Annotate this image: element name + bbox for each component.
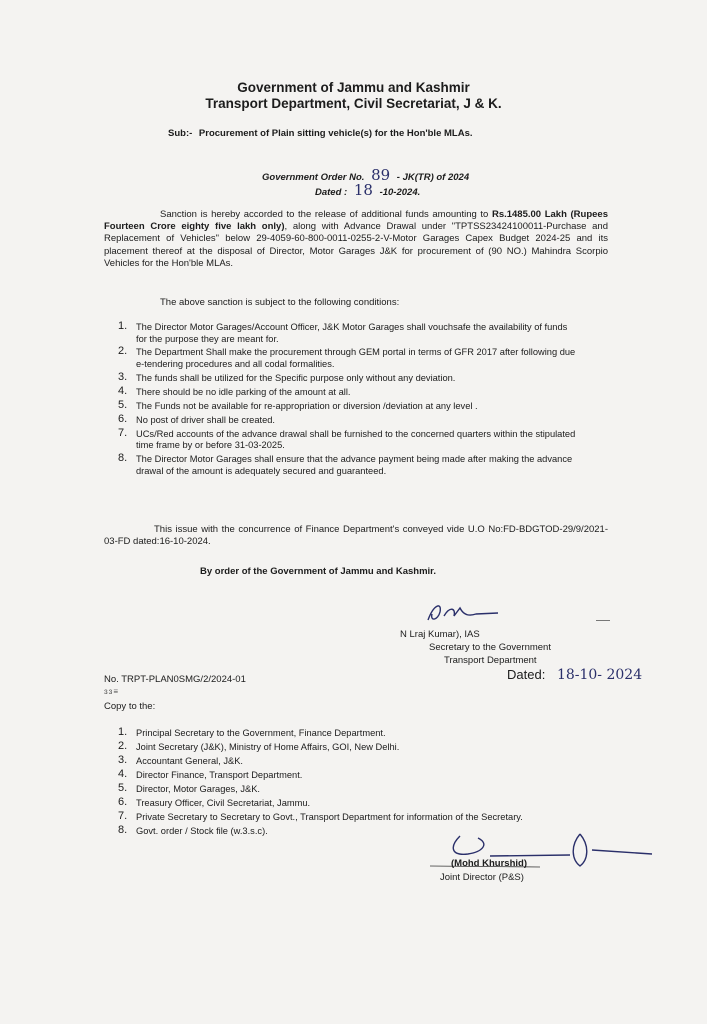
concurrence-paragraph: This issue with the concurrence of Finance Department's conveyed vide U.O No:FD-BDGTOD-29/9/2021-03-FD dated:16-10-2024. [104,524,608,548]
signature-dash [596,620,610,621]
condition-item: 6. No post of driver shall be created. [118,412,276,425]
order-dated-suffix: -10-2024. [379,187,421,198]
signatory-name: N Lraj Kumar), IAS [400,629,480,640]
conditions-intro: The above sanction is subject to the following conditions: [160,297,400,308]
sanction-intro: Sanction is hereby accorded to the release of additional funds amounting to [160,209,492,220]
condition-item: 8. The Director Motor Garages shall ensure that the advance payment being made after making the advance drawal of the amount is adequately secured and guaranteed. [118,452,573,476]
condition-item: 2. The Department Shall make the procurement through GEM portal in terms of GFR 2017 after following due e-tendering procedures and all codal formalities. [118,345,576,370]
copy-item: 3. Accountant General, J&K. [118,754,243,766]
copy-item: 8. Govt. order / Stock file (w.3.s.c). [118,824,268,836]
sanction-paragraph [104,209,608,270]
secretary-signature [420,598,510,628]
copy-to-list [118,727,568,839]
header-line-2: Transport Department, Civil Secretariat, J & K. [205,96,502,111]
order-dated-label: Dated : [315,187,348,198]
by-order-line: By order of the Government of Jammu and Kashmir. [200,566,436,577]
copy-item: 5. Director, Motor Garages, J&K. [118,782,261,794]
sanction-details: , along with Advance Drawal under "TPTSS23424100011-Purchase and Replacement of Vehicles" below 29-4059-60-800-0011-0255-2-V-Motor Garages Capex Budget 2024-25 and its placement thereof at the disposal of Director, Motor Garages J&K for procurement of (90 NO.) Mahindra Scorpio Vehicles for the Hon'ble MLAs. [104,221,608,269]
header-line-1: Government of Jammu and Kashmir [237,80,470,95]
order-number-handwritten: 89 [371,166,391,184]
joint-director-name: (Mohd Khurshid) [451,858,527,869]
reference-number: No. TRPT-PLAN0SMG/2/2024-01 [104,674,246,685]
signatory-dated [507,667,642,683]
signatory-dated-label: Dated: [507,667,546,682]
subject-text: Procurement of Plain sitting vehicle(s) for the Hon'ble MLAs. [198,128,473,139]
order-suffix: - JK(TR) of 2024 [396,172,470,183]
order-label: Government Order No. [262,172,365,183]
copy-item: 7. Private Secretary to Secretary to Govt., Transport Department for information of the Secretary. [118,810,523,822]
signatory-dated-handwritten: 18-10- 2024 [556,667,643,683]
copy-item: 4. Director Finance, Transport Department. [118,768,303,780]
copy-item: 2. Joint Secretary (J&K), Ministry of Home Affairs, GOI, New Delhi. [118,740,400,752]
condition-item: 4. There should be no idle parking of the amount at all. [118,384,351,397]
subject-label: Sub:- [168,128,193,139]
sanction-amount: Rs.1485.00 Lakh (Rupees Fourteen Crore eighty five lakh only) [104,209,608,233]
subject-line [168,128,473,139]
conditions-list [118,322,578,480]
condition-item: 1. The Director Motor Garages/Account Officer, J&K Motor Garages shall vouchsafe the availability of funds for the purpose they are meant for. [118,320,568,344]
reference-stamp: ɜɜ≡ [104,687,120,696]
signatory-title-1: Secretary to the Government [429,642,551,653]
joint-director-title: Joint Director (P&S) [440,872,524,883]
copy-item: 1. Principal Secretary to the Government, Finance Department. [118,726,386,738]
condition-item: 7. UCs/Red accounts of the advance drawal shall be furnished to the concerned quarters within the stipulated time frame by or before 31-03-2025. [118,426,576,451]
copy-item: 6. Treasury Officer, Civil Secretariat, Jammu. [118,796,311,808]
copy-to-label: Copy to the: [104,701,156,712]
order-dated-line [315,181,420,199]
condition-item: 5. The Funds not be available for re-appropriation or diversion /deviation at any level . [118,398,478,411]
signatory-title-2: Transport Department [444,655,537,666]
condition-item: 3. The funds shall be utilized for the Specific purpose only without any deviation. [118,370,456,383]
order-dated-handwritten: 18 [353,181,373,199]
